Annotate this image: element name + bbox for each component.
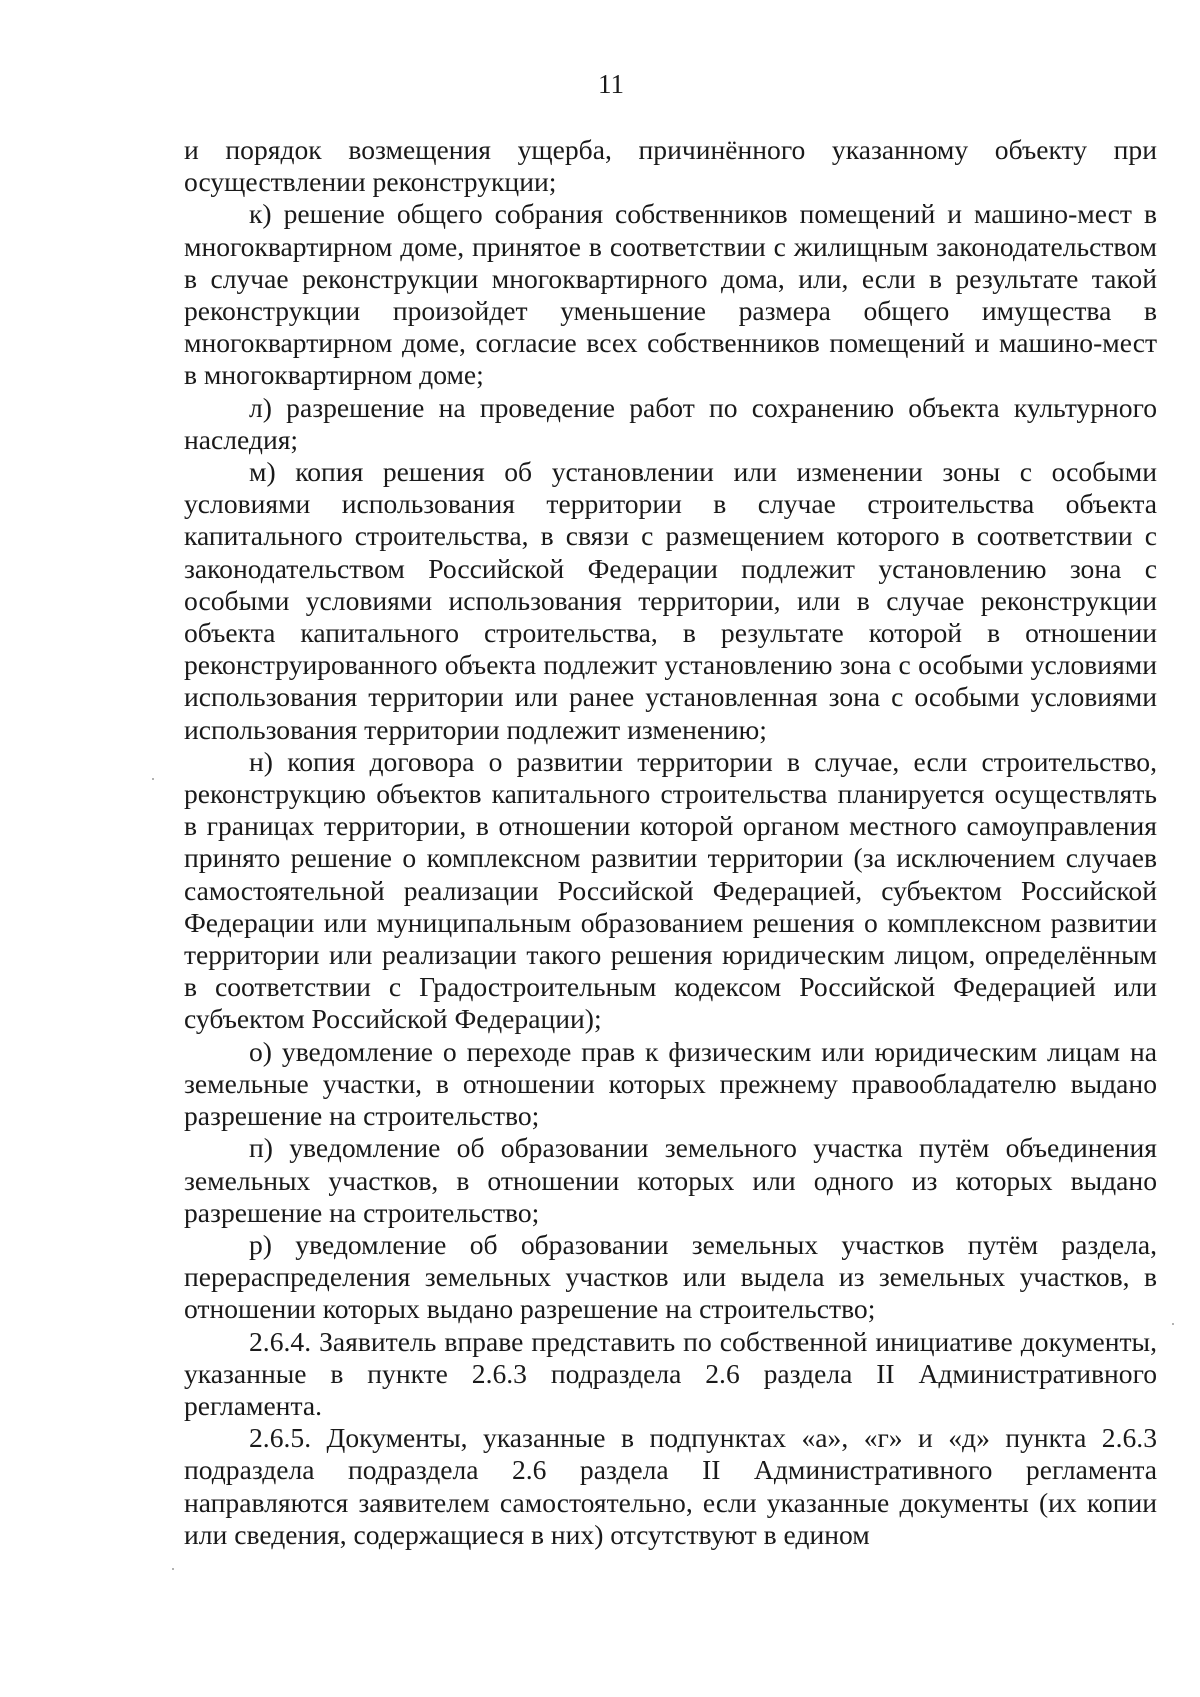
scan-speck — [152, 778, 154, 780]
paragraph-continuation: и порядок возмещения ущерба, причинённого указанному объекту при осуществлении реконструкции; — [184, 134, 1157, 198]
paragraph-item-n: н) копия договора о развитии территории в случае, если строительство, реконструкцию объектов капитального строительства планируется осуществлять в границах территории, в отношении которой органом местного самоуправления принято решение о комплексном развитии территории (за исключением случаев самостоятельной реализации Российской Федерацией, субъектом Российской Федерации или муниципальным образованием решения о комплексном развитии территории или реализации такого решения юридическим лицом, определённым в соответствии с Градостроительным кодексом Российской Федерацией или субъектом Российской Федерации); — [184, 745, 1157, 1035]
paragraph-item-p: п) уведомление об образовании земельного участка путём объединения земельных участков, в отношении которых или одного из которых выдано разрешение на строительство; — [184, 1132, 1157, 1228]
paragraph-item-o: о) уведомление о переходе прав к физическим или юридическим лицам на земельные участки, в отношении которых прежнему правообладателю выдано разрешение на строительство; — [184, 1035, 1157, 1132]
paragraph-2-6-4: 2.6.4. Заявитель вправе представить по собственной инициативе документы, указанные в пункте 2.6.3 подраздела 2.6 раздела II Административного регламента. — [184, 1325, 1157, 1421]
paragraph-item-r: р) уведомление об образовании земельных участков путём раздела, перераспределения земельных участков или выдела из земельных участков, в отношении которых выдано разрешение на строительство; — [184, 1228, 1157, 1325]
paragraph-2-6-5: 2.6.5. Документы, указанные в подпунктах «а», «г» и «д» пункта 2.6.3 подраздела подраздела 2.6 раздела II Административного регламента направляются заявителем самостоятельно, если указанные документы (их копии или сведения, содержащиеся в них) отсутствуют в едином — [184, 1422, 1157, 1550]
paragraph-item-l: л) разрешение на проведение работ по сохранению объекта культурного наследия; — [184, 391, 1157, 455]
paragraph-item-k: к) решение общего собрания собственников помещений и машино-мест в многоквартирном доме, принятое в соответствии с жилищным законодательством в случае реконструкции многоквартирного дома, или, если в результате такой реконструкции произойдет уменьшение размера общего имущества в многоквартирном доме, согласие всех собственников помещений и машино-мест в многоквартирном доме; — [184, 198, 1157, 391]
paragraph-item-m: м) копия решения об установлении или изменении зоны с особыми условиями использования территории в случае строительства объекта капитального строительства, в связи с размещением которого в соответствии с законодательством Российской Федерации подлежит установлению зона с особыми условиями использования территории, или в случае реконструкции объекта капитального строительства, в результате которой в отношении реконструированного объекта подлежит установлению зона с особыми условиями использования территории или ранее установленная зона с особыми условиями использования территории подлежит изменению; — [184, 456, 1157, 745]
scan-speck — [172, 1568, 174, 1570]
scan-speck — [1172, 1323, 1174, 1325]
document-body — [184, 134, 1157, 1551]
page-number: 11 — [598, 69, 624, 99]
